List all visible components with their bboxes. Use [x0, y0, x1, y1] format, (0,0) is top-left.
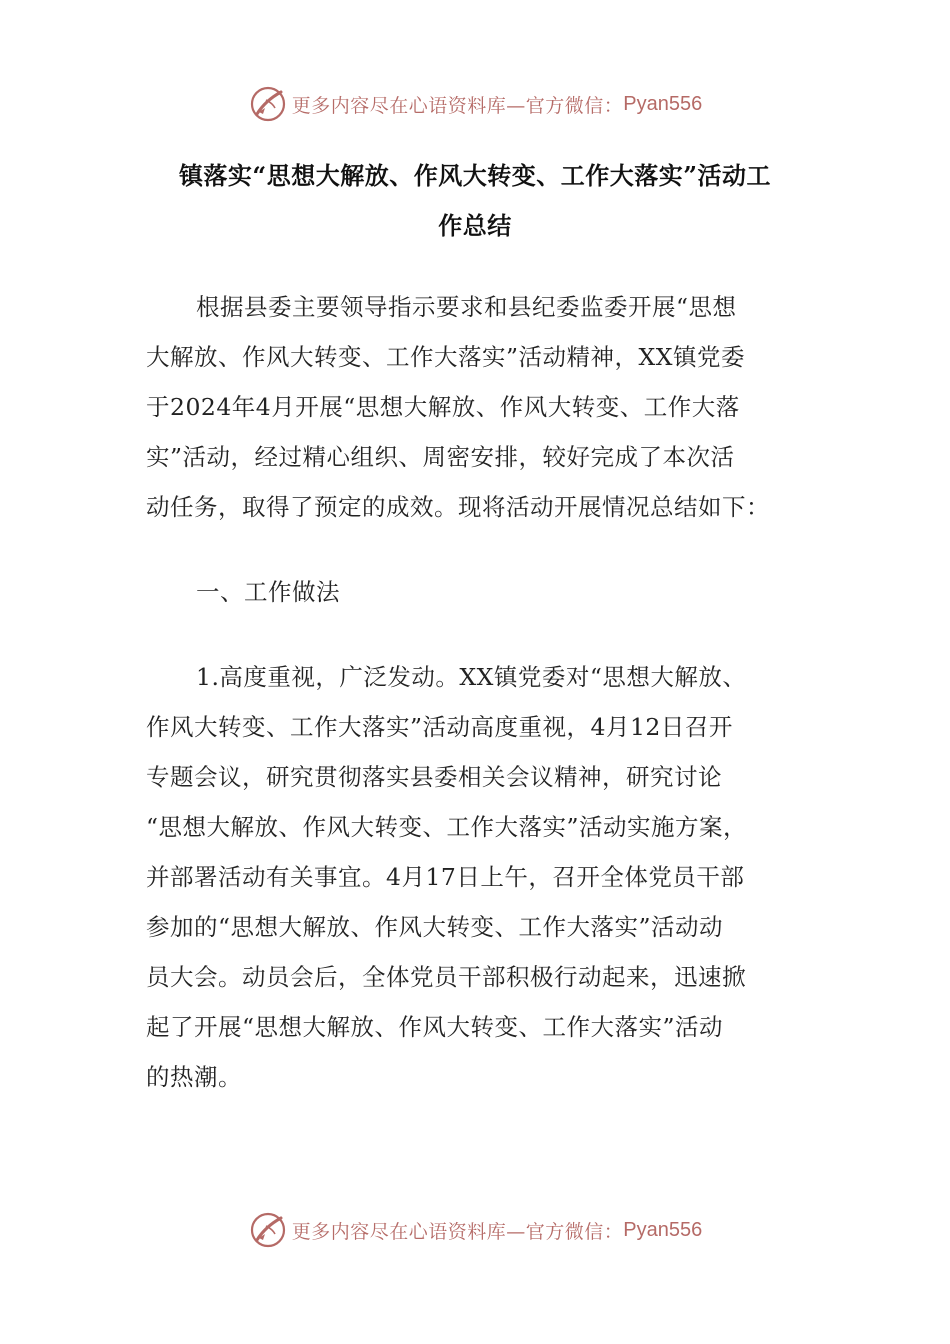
document-title-line-2: 作总结 — [438, 211, 512, 240]
pen-logo-icon — [248, 1210, 288, 1250]
text-line: 员大会。动员会后，全体党员干部积极行动起来，迅速掀 — [146, 963, 746, 991]
text-line: 并部署活动有关事宜。4月17日上午，召开全体党员干部 — [146, 863, 745, 891]
pen-logo-icon — [248, 84, 288, 124]
text-line: 根据县委主要领导指示要求和县纪委监委开展“思想 — [196, 293, 737, 321]
text-line: 大解放、作风大转变、工作大落实”活动精神，XX镇党委 — [146, 343, 745, 371]
document-title-line-1: 镇落实“思想大解放、作风大转变、工作大落实”活动工 — [178, 161, 772, 190]
item-1-paragraph — [146, 652, 806, 1102]
watermark-text: 更多内容尽在心语资料库—官方微信： — [291, 1220, 624, 1243]
wechat-id: Pyan556 — [623, 92, 703, 115]
header-watermark-banner — [0, 82, 950, 126]
section-heading — [146, 567, 806, 617]
wechat-id: Pyan556 — [623, 1218, 703, 1241]
footer-watermark-banner — [0, 1208, 950, 1252]
text-line: 专题会议，研究贯彻落实县委相关会议精神，研究讨论 — [146, 763, 722, 791]
text-line: 参加的“思想大解放、作风大转变、工作大落实”活动动 — [146, 913, 724, 941]
text-line: 1.高度重视，广泛发动。XX镇党委对“思想大解放、 — [196, 663, 747, 691]
text-line: 起了开展“思想大解放、作风大转变、工作大落实”活动 — [146, 1013, 724, 1041]
text-line: 于2024年4月开展“思想大解放、作风大转变、工作大落 — [146, 393, 740, 421]
intro-paragraph — [146, 282, 806, 532]
text-line: “思想大解放、作风大转变、工作大落实”活动实施方案， — [146, 813, 748, 841]
text-line: 作风大转变、工作大落实”活动高度重视，4月12日召开 — [146, 713, 733, 741]
watermark-text: 更多内容尽在心语资料库—官方微信： — [291, 94, 624, 117]
section-heading-text: 一、工作做法 — [196, 578, 340, 606]
text-line: 动任务，取得了预定的成效。现将活动开展情况总结如下： — [146, 493, 770, 521]
text-line: 实”活动，经过精心组织、周密安排，较好完成了本次活 — [146, 443, 735, 471]
text-line: 的热潮。 — [146, 1063, 242, 1091]
